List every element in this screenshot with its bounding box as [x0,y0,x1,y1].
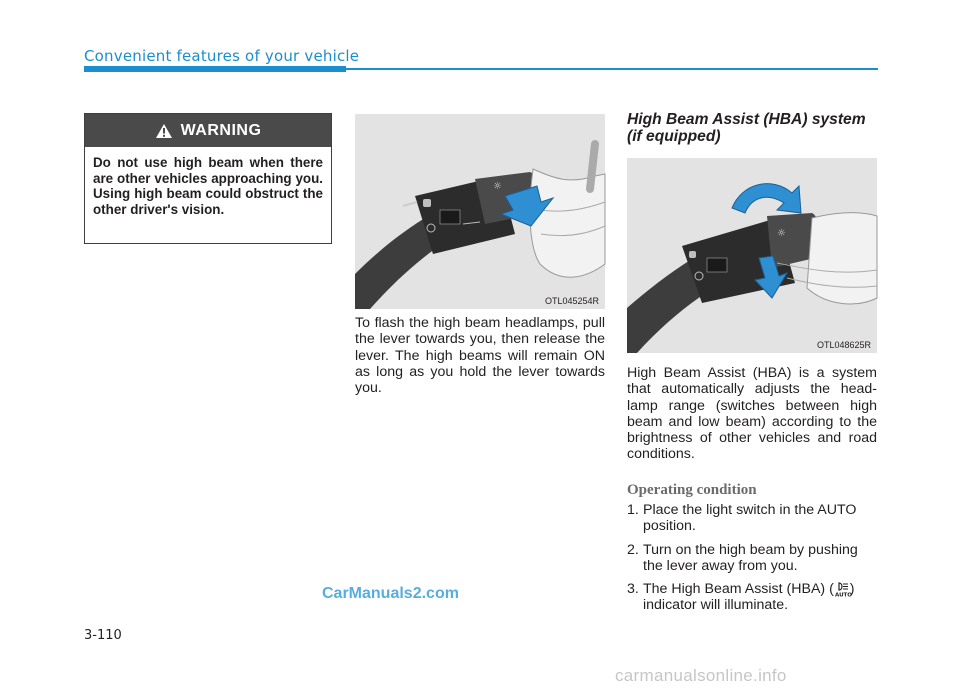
svg-text:AUTO: AUTO [834,592,852,599]
warning-text: Do not use high beam when there are other vehicles approaching you. Using high beam could obstruct the other driver's vision. [93,155,323,217]
warning-box [84,113,332,244]
lever-push-illustration [627,158,877,353]
step-text: Turn on the high beam by pushing the lever away from you. [643,541,858,574]
watermark-link[interactable]: CarManuals2.com [322,585,459,602]
step-number: 2. [627,541,639,558]
figure-hba-lever [627,158,877,353]
warning-header [85,114,331,147]
section-header: Convenient features of your vehicle [84,47,360,65]
warning-label: WARNING [180,121,262,139]
figure-caption: OTL045254R [544,296,599,306]
hba-title [627,111,882,145]
hba-description: High Beam Assist (HBA) is a system that automatically adjusts the head-lamp range (switches between high beam and low beam) according to the brightness of other vehicles and road conditions. [627,365,877,463]
figure-caption: OTL048625R [816,340,871,350]
svg-text:☼: ☼ [493,181,502,192]
step-number: 1. [627,502,639,518]
header-bar [84,66,346,72]
flash-instructions: To flash the high beam headlamps, pull the lever towards you, then release the lever. The high beams will remain ON as long as you hold the lever towards you. [355,315,605,397]
step-text: Place the light switch in the AUTO position. [643,502,857,535]
lever-pull-illustration [355,114,605,309]
list-item [627,542,879,575]
watermark-bottom: carmanualsonline.info [615,666,787,685]
step-number: 3. [627,581,639,598]
figure-flash-high-beam [355,114,605,309]
step-text-after: ) indicator will illuminate. [643,581,855,614]
list-item [627,502,879,535]
operating-steps [627,502,879,621]
hba-auto-indicator-icon [834,581,850,597]
step-text-before: The High Beam Assist (HBA) ( [643,581,834,598]
page-number: 3-110 [84,628,122,643]
list-item [627,581,879,614]
warning-triangle-icon [155,123,173,139]
header-rule [346,68,878,70]
svg-text:☼: ☼ [777,228,786,239]
hba-title-line: High Beam Assist (HBA) system [627,111,866,128]
operating-condition-heading: Operating condition [627,482,757,498]
hba-title-equipped: (if equipped) [627,128,721,145]
